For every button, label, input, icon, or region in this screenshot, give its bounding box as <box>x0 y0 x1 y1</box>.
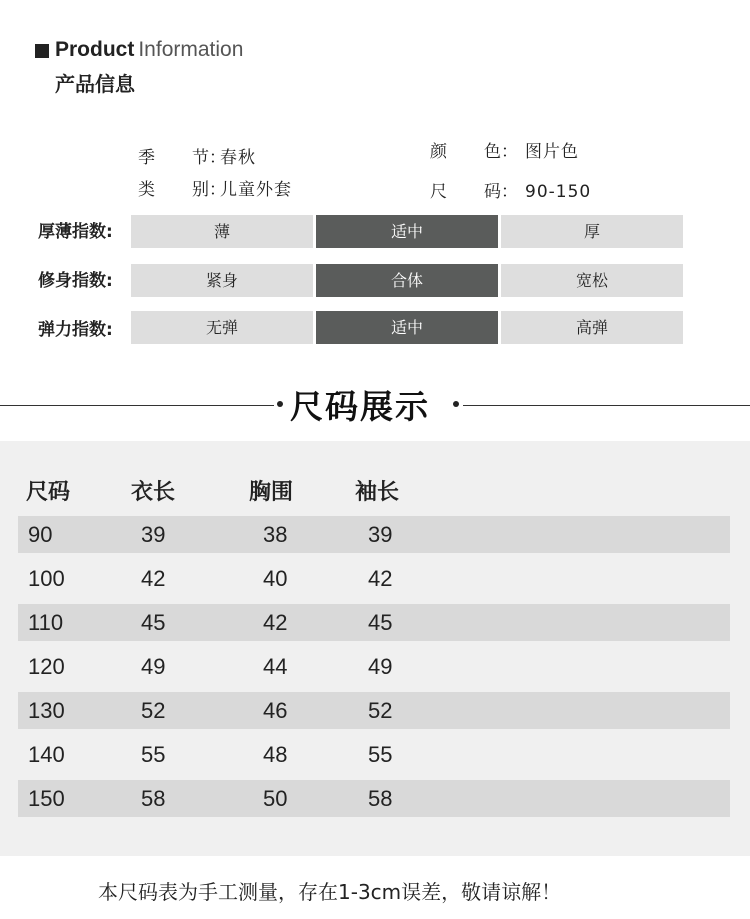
cell-size: 130 <box>28 698 65 723</box>
cell-length: 42 <box>141 566 166 591</box>
size-label-2: 码： <box>484 182 518 202</box>
cell-sleeve: 45 <box>368 610 393 635</box>
square-bullet-icon <box>35 44 49 58</box>
cell-sleeve: 39 <box>368 522 393 547</box>
table-row <box>18 516 730 553</box>
cell-size: 150 <box>28 786 65 811</box>
cell-sleeve: 52 <box>368 698 393 723</box>
cell-sleeve: 58 <box>368 786 393 811</box>
fit-option-loose: 宽松 <box>501 264 683 297</box>
season-value: 春秋 <box>220 148 256 168</box>
season-label-2: 节： <box>192 148 226 168</box>
header-english <box>55 38 243 62</box>
column-header-sleeve: 袖长 <box>355 480 400 505</box>
cell-length: 55 <box>141 742 166 767</box>
category-label-2: 别： <box>192 180 226 200</box>
size-chart-title: 尺码展示 <box>290 387 430 426</box>
cell-chest: 42 <box>263 610 288 635</box>
info-color <box>430 137 579 162</box>
fit-option-slim: 紧身 <box>131 264 313 297</box>
stretch-option-none: 无弹 <box>131 311 313 344</box>
fit-option-regular: 合体 <box>316 264 498 297</box>
table-row <box>18 648 730 685</box>
info-size <box>430 177 591 202</box>
title-dot-right <box>453 401 459 407</box>
column-header-length: 衣长 <box>131 480 176 505</box>
title-rule-right <box>463 405 750 406</box>
title-dot-left <box>277 401 283 407</box>
cell-chest: 40 <box>263 566 288 591</box>
category-label-1: 类 <box>138 180 155 200</box>
season-label-1: 季 <box>138 148 155 168</box>
cell-chest: 38 <box>263 522 288 547</box>
info-season <box>138 143 256 168</box>
cell-length: 58 <box>141 786 166 811</box>
thickness-option-thick: 厚 <box>501 215 683 248</box>
cell-sleeve: 42 <box>368 566 393 591</box>
table-row <box>18 604 730 641</box>
table-row <box>18 780 730 817</box>
cell-chest: 48 <box>263 742 288 767</box>
thickness-index-label: 厚薄指数: <box>38 222 113 242</box>
cell-size: 90 <box>28 522 53 547</box>
header-en-bold: Product <box>55 38 135 61</box>
cell-size: 120 <box>28 654 65 679</box>
color-value: 图片色 <box>525 142 579 162</box>
cell-length: 52 <box>141 698 166 723</box>
stretch-option-high: 高弹 <box>501 311 683 344</box>
size-value: 90-150 <box>525 182 592 202</box>
cell-length: 39 <box>141 522 166 547</box>
color-label-1: 颜 <box>430 142 447 162</box>
stretch-index-label: 弹力指数: <box>38 320 113 340</box>
title-rule-left <box>0 405 274 406</box>
column-header-size: 尺码 <box>26 480 71 505</box>
category-value: 儿童外套 <box>220 180 292 200</box>
cell-chest: 50 <box>263 786 288 811</box>
cell-chest: 44 <box>263 654 288 679</box>
stretch-option-medium: 适中 <box>316 311 498 344</box>
info-category <box>138 175 292 200</box>
column-header-chest: 胸围 <box>249 480 294 505</box>
cell-size: 100 <box>28 566 65 591</box>
thickness-option-thin: 薄 <box>131 215 313 248</box>
header-en-light: Information <box>138 38 244 61</box>
cell-sleeve: 49 <box>368 654 393 679</box>
table-row <box>18 736 730 773</box>
table-row <box>18 560 730 597</box>
cell-size: 110 <box>28 610 64 635</box>
cell-size: 140 <box>28 742 65 767</box>
measurement-note: 本尺码表为手工测量，存在1-3cm误差，敬请谅解！ <box>98 880 562 904</box>
size-label-1: 尺 <box>430 182 447 202</box>
thickness-option-medium: 适中 <box>316 215 498 248</box>
cell-chest: 46 <box>263 698 288 723</box>
fit-index-label: 修身指数: <box>38 271 113 291</box>
table-row <box>18 692 730 729</box>
header-chinese: 产品信息 <box>55 72 135 96</box>
color-label-2: 色： <box>484 142 518 162</box>
cell-length: 49 <box>141 654 166 679</box>
cell-length: 45 <box>141 610 166 635</box>
cell-sleeve: 55 <box>368 742 393 767</box>
